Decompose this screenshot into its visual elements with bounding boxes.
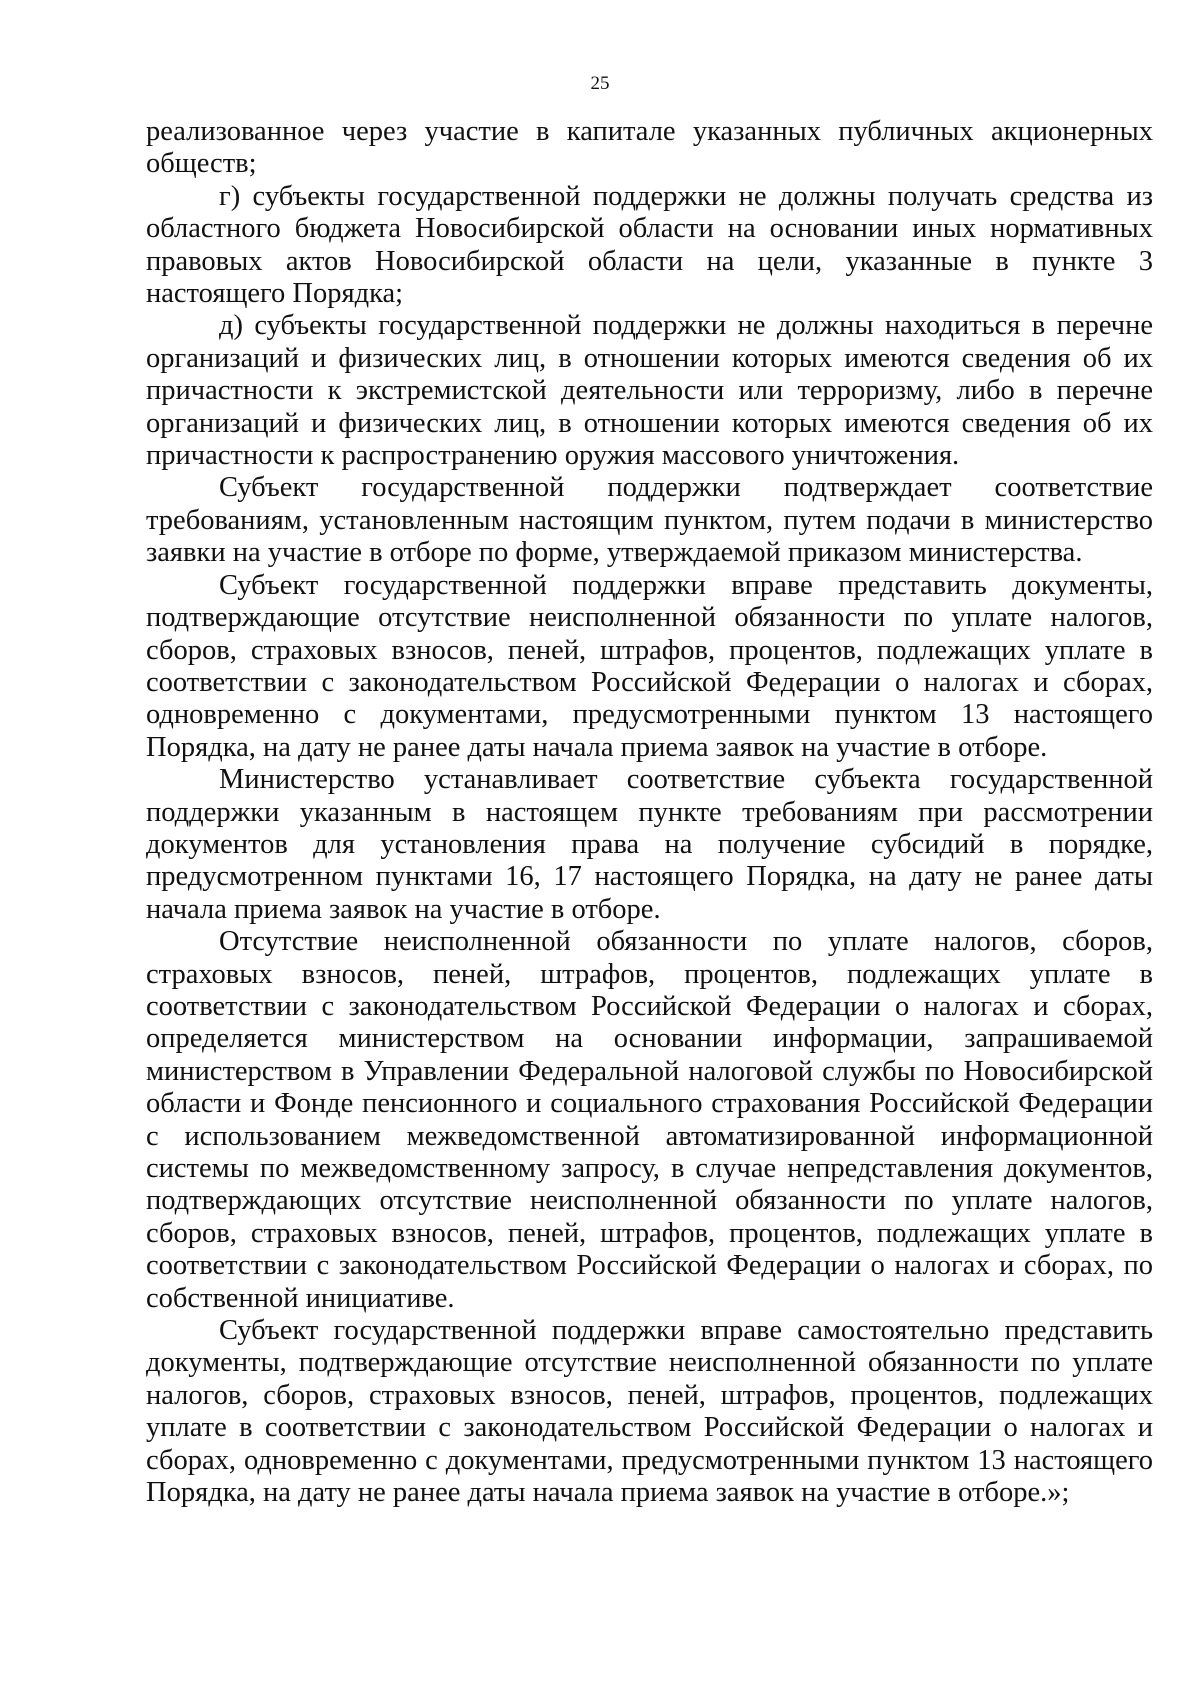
paragraph-item-g: г) субъекты государственной поддержки не должны получать средства из областного бюджета Новосибирской области на основании иных нормативных правовых актов Новосибирской области на цели, указанные в пункте 3 настоящего Порядка;: [146, 180, 1153, 310]
paragraph-continuation: реализованное через участие в капитале указанных публичных акционерных обществ;: [146, 116, 1153, 180]
page-number: 25: [590, 73, 610, 94]
paragraph-confirmation: Субъект государственной поддержки подтверждает соответствие требованиям, установленным настоящим пунктом, путем подачи в министерство заявки на участие в отборе по форме, утверждаемой приказом министерства.: [146, 472, 1153, 569]
paragraph-item-d: д) субъекты государственной поддержки не должны находиться в перечне организаций и физических лиц, в отношении которых имеются сведения об их причастности к экстремистской деятельности или терроризму, либо в перечне организаций и физических лиц, в отношении которых имеются сведения об их причастности к распространению оружия массового уничтожения.: [146, 310, 1153, 472]
paragraph-self-submission: Субъект государственной поддержки вправе самостоятельно представить документы, подтверждающие отсутствие неисполненной обязанности по уплате налогов, сборов, страховых взносов, пеней, штрафов, процентов, подлежащих уплате в соответствии с законодательством Российской Федерации о налогах и сборах, одновременно с документами, предусмотренными пунктом 13 настоящего Порядка, на дату не ранее даты начала приема заявок на участие в отборе.»;: [146, 1315, 1153, 1509]
document-body: [146, 116, 1153, 1509]
paragraph-ministry-check: Министерство устанавливает соответствие субъекта государственной поддержки указанным в настоящем пункте требованиям при рассмотрении документов для установления права на получение субсидий в порядке, предусмотренном пунктами 16, 17 настоящего Порядка, на дату не ранее даты начала приема заявок на участие в отборе.: [146, 764, 1153, 925]
paragraph-documents-right: Субъект государственной поддержки вправе представить документы, подтверждающие отсутствие неисполненной обязанности по уплате налогов, сборов, страховых взносов, пеней, штрафов, процентов, подлежащих уплате в соответствии с законодательством Российской Федерации о налогах и сборах, одновременно с документами, предусмотренными пунктом 13 настоящего Порядка, на дату не ранее даты начала приема заявок на участие в отборе.: [146, 569, 1153, 763]
paragraph-tax-debt-absence: Отсутствие неисполненной обязанности по уплате налогов, сборов, страховых взносов, пеней, штрафов, процентов, подлежащих уплате в соответствии с законодательством Российской Федерации о налогах и сборах, определяется министерством на основании информации, запрашиваемой министерством в Управлении Федеральной налоговой службы по Новосибирской области и Фонде пенсионного и социального страхования Российской Федерации с использованием межведомственной автоматизированной информационной системы по межведомственному запросу, в случае непредставления документов, подтверждающих отсутствие неисполненной обязанности по уплате налогов, сборов, страховых взносов, пеней, штрафов, процентов, подлежащих уплате в соответствии с законодательством Российской Федерации о налогах и сборах, по собственной инициативе.: [146, 926, 1153, 1314]
